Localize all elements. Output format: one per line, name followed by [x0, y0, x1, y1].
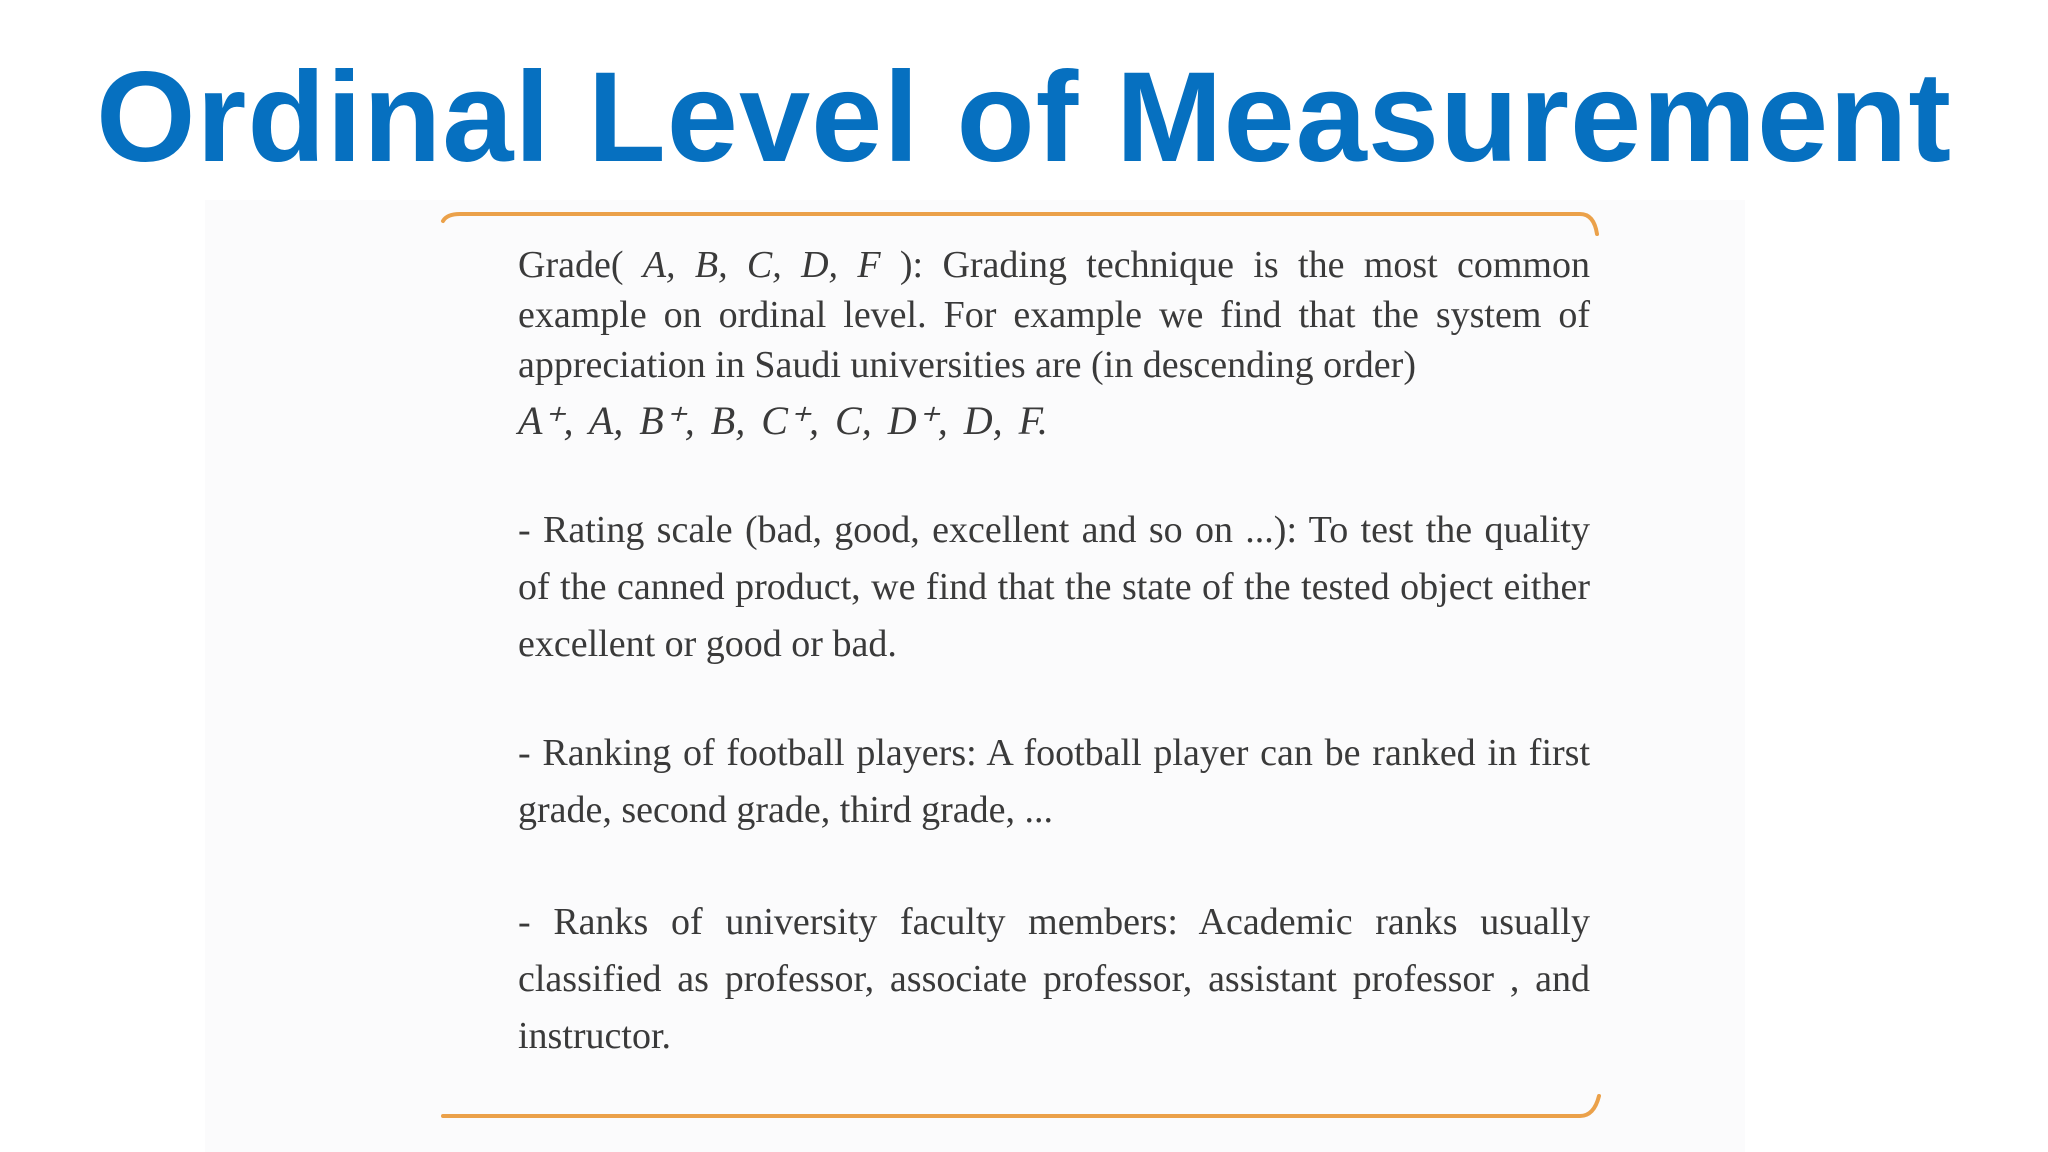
rating-scale-paragraph: - Rating scale (bad, good, excellent and so on ...): To test the quality of the canned product, we find that the state of the tested object either excellent or good or bad.: [518, 509, 1590, 665]
grade-close-paren: ):: [899, 244, 924, 286]
grade-label: Grade: [518, 244, 611, 286]
grade-paragraph: [518, 240, 1590, 390]
grade-letters: A, B, C, D, F: [642, 244, 900, 286]
grade-open-paren: (: [610, 244, 643, 286]
page-text: [518, 240, 1590, 1065]
top-frame-line: [443, 214, 1597, 234]
grades-sequence: A⁺, A, B⁺, B, C⁺, C, D⁺, D, F.: [518, 398, 1048, 443]
slide-title: Ordinal Level of Measurement: [95, 46, 1953, 189]
faculty-paragraph: - Ranks of university faculty members: Academic ranks usually classified as professor, associate professor, assistant professor , and instructor.: [518, 901, 1590, 1057]
bottom-frame-line: [443, 1096, 1599, 1116]
grade-text: Grading technique is the most common example on ordinal level. For example we find that the system of appreciation in Saudi universities are (in descending order): [518, 244, 1590, 386]
football-paragraph: - Ranking of football players: A football player can be ranked in first grade, second grade, third grade, ...: [518, 732, 1590, 831]
